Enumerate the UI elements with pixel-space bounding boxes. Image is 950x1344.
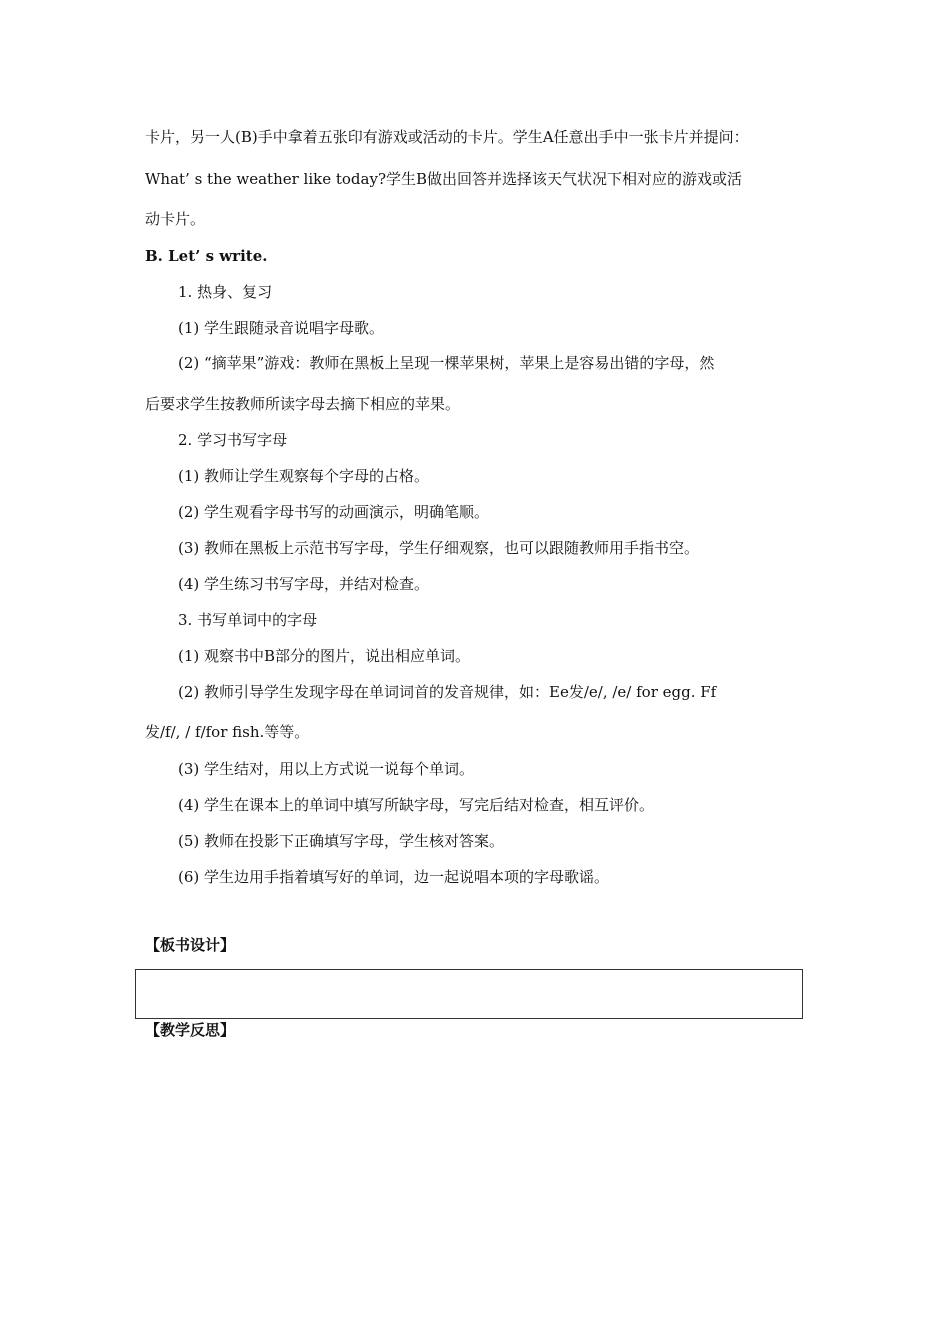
list-item-continuation: 发/f/, / f/for fish.等等。	[145, 723, 310, 741]
list-item-continuation: 后要求学生按教师所读字母去摘下相应的苹果。	[145, 395, 461, 413]
list-item: (2) 学生观看字母书写的动画演示，明确笔顺。	[178, 503, 490, 521]
list-item: (4) 学生练习书写字母，并结对检查。	[178, 575, 430, 593]
list-item: (3) 学生结对，用以上方式说一说每个单词。	[178, 760, 475, 778]
list-item: (5) 教师在投影下正确填写字母，学生核对答案。	[178, 832, 505, 850]
list-item: (1) 观察书中B部分的图片，说出相应单词。	[178, 647, 471, 665]
step-title: 3. 书写单词中的字母	[178, 611, 318, 629]
board-design-heading: 【板书设计】	[145, 936, 236, 954]
section-heading-b: B. Let’ s write.	[145, 247, 268, 265]
list-item: (1) 学生跟随录音说唱字母歌。	[178, 319, 385, 337]
paragraph-line: 卡片，另一人(B)手中拿着五张印有游戏或活动的卡片。学生A任意出手中一张卡片并提问：	[145, 128, 749, 146]
step-title: 1. 热身、复习	[178, 283, 273, 301]
list-item: (3) 教师在黑板上示范书写字母，学生仔细观察，也可以跟随教师用手指书空。	[178, 539, 700, 557]
reflection-heading: 【教学反思】	[145, 1021, 236, 1039]
list-item: (2) 教师引导学生发现字母在单词词首的发音规律，如：Ee发/e/, /e/ for egg. Ff	[178, 683, 717, 701]
list-item: (1) 教师让学生观察每个字母的占格。	[178, 467, 430, 485]
list-item: (6) 学生边用手指着填写好的单词，边一起说唱本项的字母歌谣。	[178, 868, 610, 886]
board-design-box	[135, 969, 803, 1019]
list-item: (4) 学生在课本上的单词中填写所缺字母，写完后结对检查，相互评价。	[178, 796, 655, 814]
paragraph-line: 动卡片。	[145, 210, 206, 228]
step-title: 2. 学习书写字母	[178, 431, 288, 449]
list-item: (2) “摘苹果”游戏：教师在黑板上呈现一棵苹果树，苹果上是容易出错的字母，然	[178, 354, 715, 372]
paragraph-line: What’ s the weather like today?学生B做出回答并选择该天气状况下相对应的游戏或活	[145, 170, 743, 188]
